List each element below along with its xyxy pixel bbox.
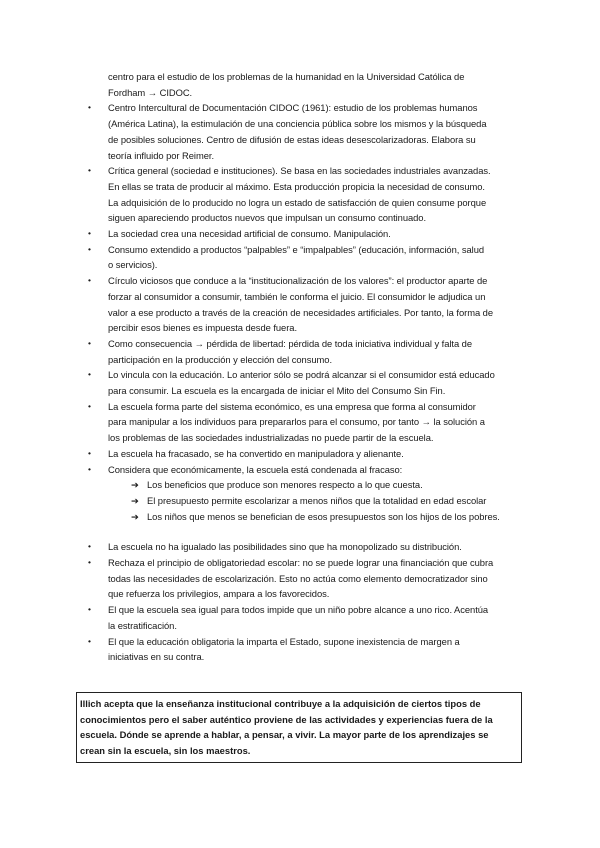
summary-line: crean sin la escuela, sin los maestros. <box>80 745 251 756</box>
list-item-line: siguen apareciendo productos nuevos que impulsan un consumo continuado. <box>108 212 427 224</box>
bullet-icon: • <box>88 243 91 254</box>
arrow-icon: ➔ <box>131 479 139 491</box>
sub-list-item: Los beneficios que produce son menores respecto a lo que cuesta. <box>147 479 423 491</box>
list-item-line: participación en la producción y elección del consumo. <box>108 353 332 365</box>
bullet-icon: • <box>88 275 91 286</box>
list-item-line: El que la escuela sea igual para todos impide que un niño pobre alcance a uno rico. Acentúa <box>108 604 489 616</box>
list-item-line: Centro Intercultural de Documentación CIDOC (1961): estudio de los problemas humanos <box>108 102 478 114</box>
arrow-icon: ➔ <box>131 510 139 522</box>
bullet-icon: • <box>88 369 91 380</box>
list-item-line: Crítica general (sociedad e instituciones). Se basa en las sociedades industriales avanzadas. <box>108 165 491 177</box>
list-item-line: El que la educación obligatoria la imparta el Estado, supone inexistencia de margen a <box>108 635 460 647</box>
list-item-line: los problemas de las sociedades industrializadas no puede partir de la escuela. <box>108 432 434 444</box>
sub-list-item: Los niños que menos se benefician de esos presupuestos son los hijos de los pobres. <box>147 510 500 522</box>
list-item-line: Como consecuencia → pérdida de libertad: pérdida de toda iniciativa individual y falta de <box>108 337 473 349</box>
list-item-line: de posibles soluciones. Centro de difusión de estas ideas desescolarizadoras. Elabora su <box>108 133 476 145</box>
arrow-icon: ➔ <box>131 494 139 506</box>
bullet-icon: • <box>88 102 91 113</box>
list-item-line: Consumo extendido a productos “palpables” e “impalpables” (educación, información, salud <box>108 243 485 255</box>
list-item-line: para manipular a los individuos para prepararlos para el consumo, por tanto → la solución a <box>108 416 485 428</box>
list-item-line: valor a ese producto a través de la creación de necesidades artificiales. Por tanto, la forma de <box>108 306 494 318</box>
sub-list-item: El presupuesto permite escolarizar a menos niños que la totalidad en edad escolar <box>147 494 487 506</box>
summary-line: escuela. Dónde se aprende a hablar, a pensar, a vivir. La mayor parte de los aprendizajes se <box>80 729 489 740</box>
list-item-line: Lo vincula con la educación. Lo anterior sólo se podrá alcanzar si el consumidor está educado <box>108 369 495 381</box>
list-item-line: que refuerza los privilegios, ampara a los favorecidos. <box>108 588 330 600</box>
bullet-icon: • <box>88 228 91 238</box>
bullet-icon: • <box>88 604 91 615</box>
bullet-icon: • <box>88 541 91 552</box>
list-item-line: todas las necesidades de escolarización. Esto no actúa como elemento democratizador sino <box>108 572 488 584</box>
list-item-line: Considera que económicamente, la escuela está condenada al fracaso: <box>108 463 403 475</box>
list-item-line: o servicios). <box>108 259 158 271</box>
list-item-line: La escuela forma parte del sistema económico, es una empresa que forma al consumidor <box>108 400 476 412</box>
list-item-line: para consumir. La escuela es la encargada de iniciar el Mito del Consumo Sin Fin. <box>108 385 446 396</box>
list-item-line: iniciativas en su contra. <box>108 651 205 663</box>
bullet-icon: • <box>88 463 91 474</box>
list-item-line: teoría influido por Reimer. <box>108 149 214 161</box>
list-item-line: percibir esos bienes es impuesta desde fuera. <box>108 322 298 334</box>
bullet-icon: • <box>88 557 91 567</box>
bullet-icon: • <box>88 447 91 458</box>
bullet-icon: • <box>88 400 91 411</box>
summary-line: conocimientos pero el saber auténtico proviene de las actividades y experiencias fuera de la <box>80 714 493 725</box>
list-item-line: forzar al consumidor a consumir, también le conforma el juicio. El consumidor le adjudica un <box>108 290 486 302</box>
list-item-line: La escuela no ha igualado las posibilidades sino que ha monopolizado su distribución. <box>108 541 462 553</box>
list-item-line: En ellas se trata de producir al máximo. Esta producción propicia la necesidad de consumo. <box>108 180 485 192</box>
list-item-line: (América Latina), la estimulación de una conciencia pública sobre los mismos y la búsqueda <box>108 118 487 130</box>
list-item-line: La escuela ha fracasado, se ha convertido en manipuladora y alienante. <box>108 447 404 459</box>
bullet-icon: • <box>88 635 91 646</box>
bullet-icon: • <box>88 337 91 348</box>
text-line: centro para el estudio de los problemas de la humanidad en la Universidad Católica de <box>108 71 465 82</box>
list-item-line: La sociedad crea una necesidad artificial de consumo. Manipulación. <box>108 228 391 239</box>
list-item-line: Círculo viciosos que conduce a la “institucionalización de los valores”: el productor aparte de <box>108 275 488 287</box>
list-item-line: La adquisición de lo producido no logra un estado de satisfacción de quien consume porque <box>108 196 487 208</box>
text-line: Fordham → CIDOC. <box>108 86 193 98</box>
summary-line: Illich acepta que la enseñanza institucional contribuye a la adquisición de ciertos tipos de <box>80 698 481 709</box>
list-item-line: la estratificación. <box>108 619 177 631</box>
bullet-icon: • <box>88 165 91 176</box>
list-item-line: Rechaza el principio de obligatoriedad escolar: no se puede lograr una financiación que cubra <box>108 557 494 568</box>
